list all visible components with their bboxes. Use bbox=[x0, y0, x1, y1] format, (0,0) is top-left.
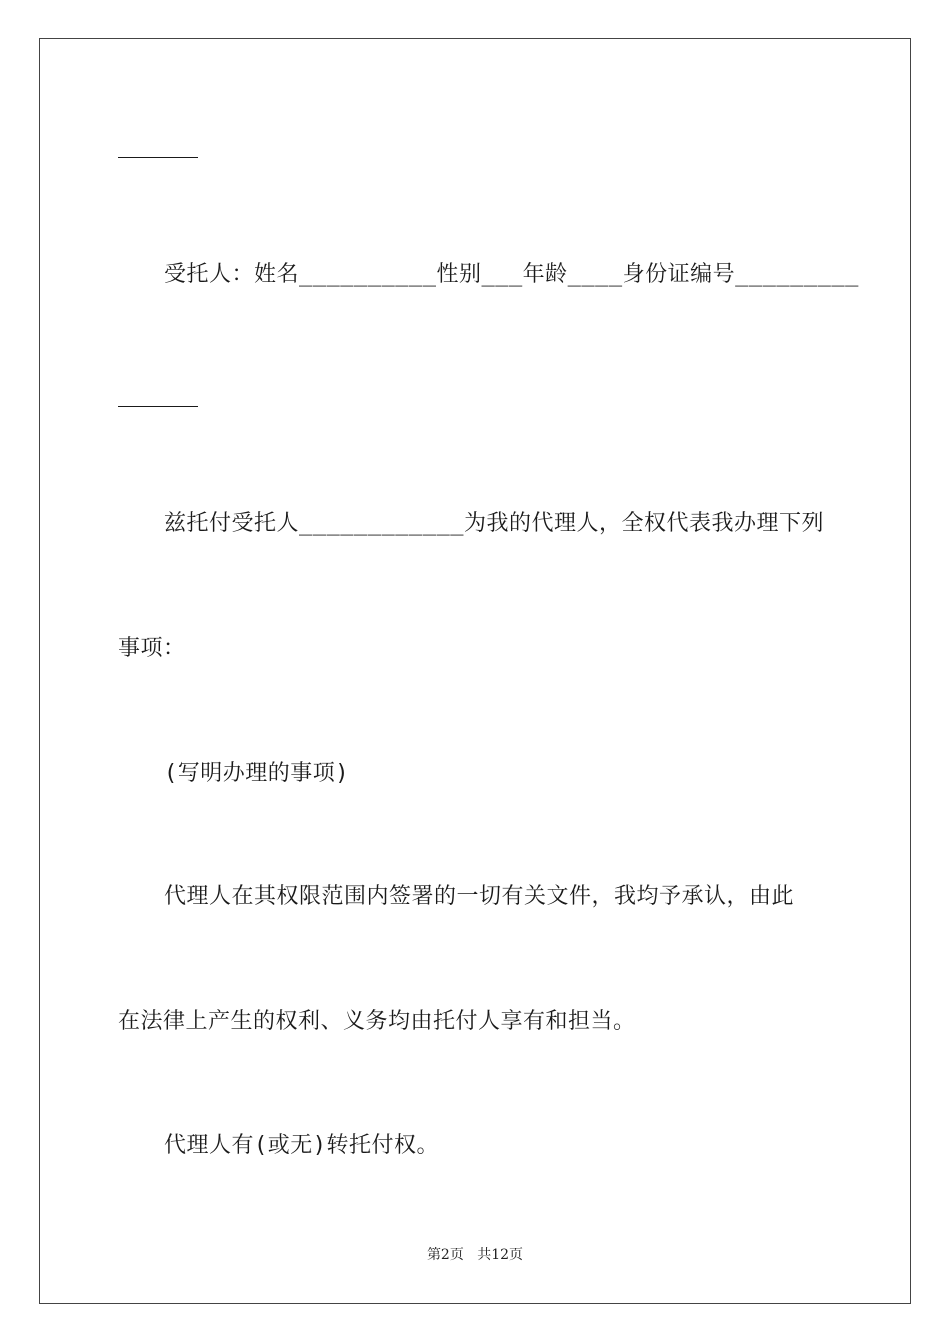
page-border bbox=[39, 38, 911, 1304]
appointment-line-1: 兹托付受托人____________为我的代理人，全权代表我办理下列 bbox=[164, 511, 824, 536]
matters-placeholder-line: (写明办理的事项) bbox=[164, 761, 349, 786]
blank-underline-top bbox=[118, 157, 198, 158]
appointment-line-2: 事项： bbox=[118, 636, 186, 661]
page-footer bbox=[0, 1245, 950, 1265]
total-pages: 共12页 bbox=[477, 1247, 524, 1263]
blank-underline-id-continued bbox=[118, 406, 198, 407]
agent-authority-line-1: 代理人在其权限范围内签署的一切有关文件，我均予承认，由此 bbox=[164, 884, 795, 909]
agent-authority-line-2: 在法律上产生的权利、义务均由托付人享有和担当。 bbox=[118, 1009, 636, 1034]
delegation-right-line: 代理人有(或无)转托付权。 bbox=[164, 1133, 439, 1158]
page-number: 第2页 bbox=[426, 1247, 464, 1263]
trustee-info-line: 受托人：姓名__________性别___年龄____身份证编号_________ bbox=[164, 262, 859, 287]
